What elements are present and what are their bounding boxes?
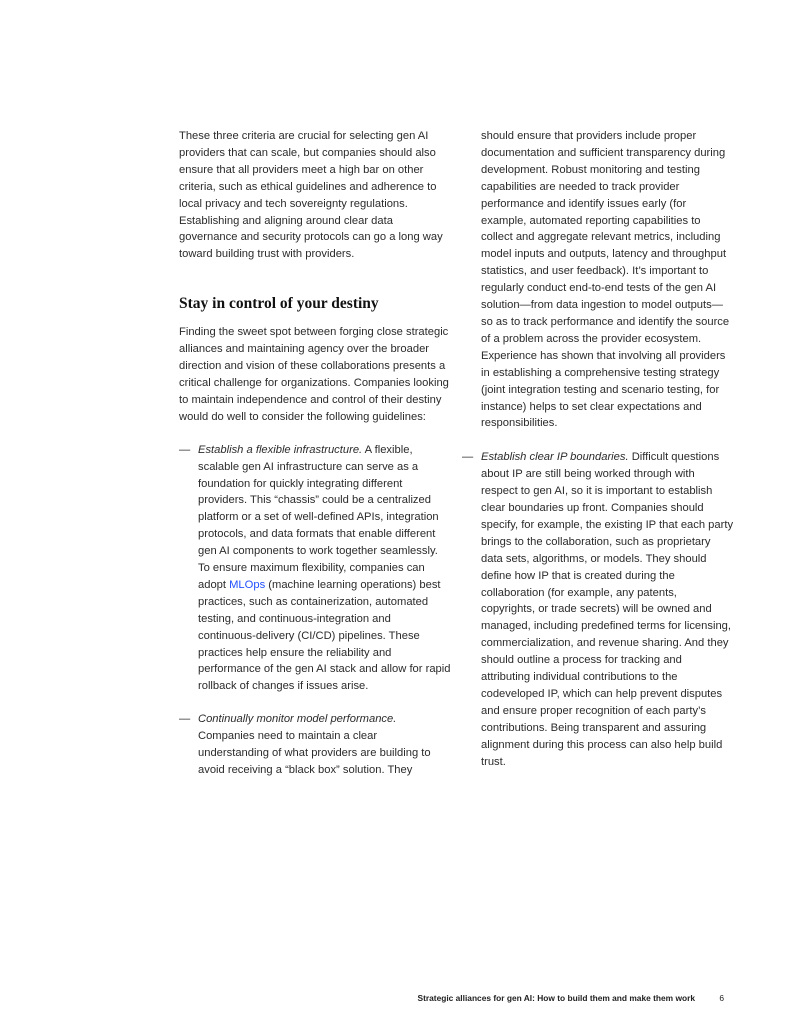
bullet-body: A flexible, scalable gen AI infrastructure can serve as a foundation for quickly integrating different providers. This “chassis” could be a centralized platform or a set of well-defined APIs, integration protocols, and data formats that enable different gen AI components to work together seamlessly. To ensure maximum flexibility, companies can adopt — [198, 443, 439, 591]
continuation-paragraph: should ensure that providers include proper documentation and sufficient transparency during development. Robust monitoring and testing capabilities are needed to track provider performance and identify issues early (for example, automated reporting capabilities to collect and aggregate relevant metrics, including model inputs and outputs, latency and throughput statistics, and user feedback). It’s important to regularly conduct end-to-end tests of the gen AI solution—from data ingestion to model outputs—so as to track performance and identify the source of a problem across the provider ecosystem. Experience has shown that involving all providers in establishing a comprehensive testing strategy (joint integration testing and scenario testing, for instance) helps to set clear expectations and responsibilities. — [481, 130, 730, 430]
bullet-flexible-infrastructure — [179, 442, 451, 696]
bullet-body: Difficult questions about IP are still being worked through with respect to gen AI, so it is important to establish clear boundaries up front. Companies should specify, for example, the existing IP that each party brings to the collaboration, such as proprietary data sets, algorithms, or models. They should define how IP that is created during the collaboration (for example, any patents, copyrights, or trade secrets) will be owned and managed, including predefined terms for licensing, commercialization, and revenue sharing. And they should outline a process for tracking and attributing individual contributions to the codeveloped IP, which can help prevent disputes and ensure proper recognition of each party’s contributions. Being transparent and assuring alignment during this process can also help build trust. — [481, 451, 734, 768]
bullet-monitor-performance — [179, 711, 451, 779]
bullet-lead: Establish clear IP boundaries. — [481, 451, 629, 464]
bullet-body: Companies need to maintain a clear understanding of what providers are building to avoid receiving a “black box” solution. They — [198, 730, 431, 776]
bullet-lead: Continually monitor model performance. — [198, 713, 397, 726]
section-heading: Stay in control of your destiny — [179, 295, 379, 313]
page-footer — [0, 993, 791, 1007]
bullet-dash: — — [179, 713, 191, 726]
page-number: 6 — [719, 993, 724, 1003]
mlops-link[interactable]: MLOps — [229, 578, 266, 591]
footer-title: Strategic alliances for gen AI: How to build them and make them work — [417, 993, 695, 1003]
bullet-ip-boundaries — [462, 449, 734, 770]
bullet-lead: Establish a flexible infrastructure. — [198, 443, 363, 456]
bullet-dash: — — [462, 451, 474, 464]
intro-paragraph: These three criteria are crucial for selecting gen AI providers that can scale, but companies should also ensure that all providers meet a high bar on other criteria, such as ethical guidelines and adherence to local privacy and tech sovereignty regulations. Establishing and aligning around clear data governance and security protocols can go a long way toward building trust with providers. — [179, 130, 443, 261]
section-paragraph: Finding the sweet spot between forging close strategic alliances and maintaining agency over the broader direction and vision of these collaborations presents a critical challenge for organizations. Companies looking to maintain independence and control of their destiny would do well to consider the following guidelines: — [179, 326, 449, 423]
right-column — [462, 128, 734, 771]
left-column — [179, 128, 451, 779]
bullet-body-cont: (machine learning operations) best practices, such as containerization, automated testing, and continuous-integration and continuous-delivery (CI/CD) pipelines. These practices help ensure the reliability and performance of the gen AI stack and allow for rapid rollback of changes if issues arise. — [198, 578, 451, 693]
bullet-dash: — — [179, 443, 191, 456]
